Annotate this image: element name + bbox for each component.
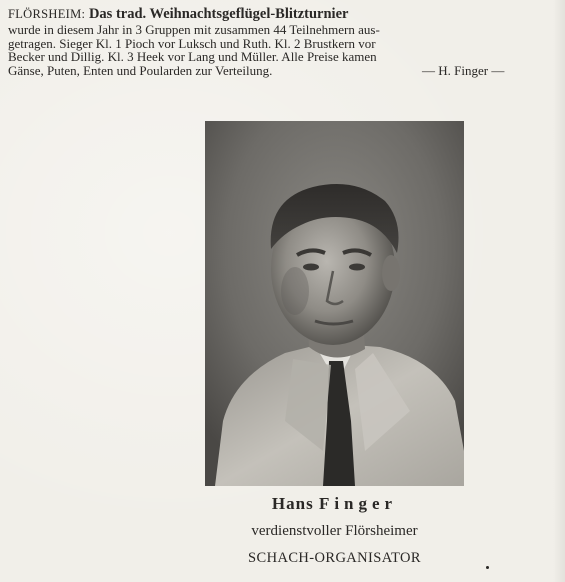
article-line-last xyxy=(8,64,548,78)
news-article xyxy=(8,6,548,77)
portrait-image xyxy=(205,121,464,486)
article-line: Becker und Dillig. Kl. 3 Heek vor Lang und Müller. Alle Preise kamen xyxy=(8,49,377,65)
article-line: getragen. Sieger Kl. 1 Pioch vor Luksch und Ruth. Kl. 2 Brustkern vor xyxy=(8,35,376,51)
article-line: wurde in diesem Jahr in 3 Gruppen mit zusammen 44 Teilnehmern aus- xyxy=(8,22,380,37)
ear-shape xyxy=(382,255,400,291)
article-title: Das trad. Weihnachtsgeflügel-Blitzturnier xyxy=(88,6,349,22)
caption-last-name: Finger xyxy=(318,494,398,513)
caption-first-name: Hans xyxy=(271,494,314,513)
article-headline xyxy=(8,6,548,23)
article-place: FLÖRSHEIM: xyxy=(8,7,86,21)
caption-subtitle: verdienstvoller Flörsheimer xyxy=(251,523,418,539)
ink-speck xyxy=(486,566,489,569)
portrait-photo xyxy=(205,121,464,486)
article-signature: — H. Finger — xyxy=(422,62,505,78)
cheek-shadow xyxy=(281,267,309,315)
article-body xyxy=(8,23,548,77)
right-eye xyxy=(349,264,365,271)
caption-name xyxy=(205,494,464,514)
article-line: Gänse, Puten, Enten und Poularden zur Verteilung. xyxy=(8,62,273,78)
left-eye xyxy=(303,264,319,271)
caption-role: SCHACH-ORGANISATOR xyxy=(248,550,421,566)
page-edge-shadow xyxy=(553,0,565,582)
